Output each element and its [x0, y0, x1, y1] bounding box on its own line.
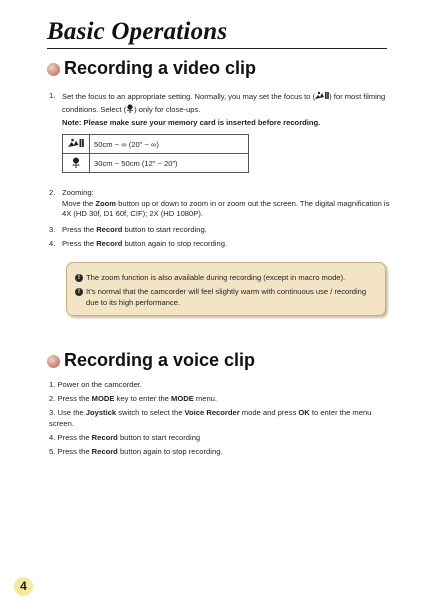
- landscape-focus-icon: [63, 135, 90, 154]
- macro-flower-icon: [126, 104, 134, 117]
- focus-range-normal: 50cm ~ ∞ (20” ~ ∞): [90, 135, 249, 154]
- voice-step-5: 5. Press the Record button again to stop recording.: [49, 447, 223, 456]
- exclamation-icon: !: [75, 274, 83, 282]
- focus-range-table: [62, 134, 249, 173]
- step-number: 1.: [49, 91, 56, 100]
- video-step-2: Zooming: Move the Zoom button up or down to zoom in or zoom out the screen. The digital magnification is 4X (HD 30f, D1 60f, CIF); 2X (HD 1080P).: [62, 188, 390, 218]
- voice-step-2: 2. Press the MODE key to enter the MODE menu.: [49, 394, 218, 403]
- step-number: 3.: [49, 225, 56, 234]
- video-step-1: Set the focus to an appropriate setting. Normally, you may set the focus to ( ) for most filming conditions. Select ( ) only for close-ups.: [62, 91, 392, 116]
- section-bullet-icon: [47, 355, 60, 368]
- voice-step-1: 1. Power on the camcorder.: [49, 380, 142, 389]
- section-heading-voice: Recording a voice clip: [64, 350, 256, 370]
- step-number: 4.: [49, 239, 56, 248]
- macro-flower-icon: [63, 154, 90, 173]
- page-number: 4: [14, 577, 33, 596]
- page-title: Basic Operations: [47, 18, 228, 45]
- landscape-focus-icon: [315, 91, 329, 104]
- table-row: [63, 135, 249, 154]
- video-step-4: Press the Record button again to stop recording.: [62, 239, 228, 248]
- step-number: 2.: [49, 188, 56, 197]
- video-step-3: Press the Record button to start recording.: [62, 225, 207, 234]
- voice-step-3: 3. Use the Joystick switch to select the Voice Recorder mode and press OK to enter the menu screen.: [49, 408, 372, 428]
- title-underline: [47, 48, 387, 49]
- section-heading-video: Recording a video clip: [64, 58, 257, 78]
- memory-card-note: Note: Please make sure your memory card is inserted before recording.: [62, 118, 321, 127]
- tip-item: ! It’s normal that the camcorder will feel slightly warm with continuous use / recording due to its high performance.: [75, 287, 375, 308]
- voice-step-4: 4. Press the Record button to start recording: [49, 433, 201, 442]
- section-bullet-icon: [47, 63, 60, 76]
- focus-range-macro: 30cm ~ 50cm (12” ~ 20”): [90, 154, 249, 173]
- tip-box: [66, 262, 386, 316]
- tip-item: ! The zoom function is also available during recording (except in macro mode).: [75, 273, 375, 284]
- exclamation-icon: !: [75, 288, 83, 296]
- table-row: [63, 154, 249, 173]
